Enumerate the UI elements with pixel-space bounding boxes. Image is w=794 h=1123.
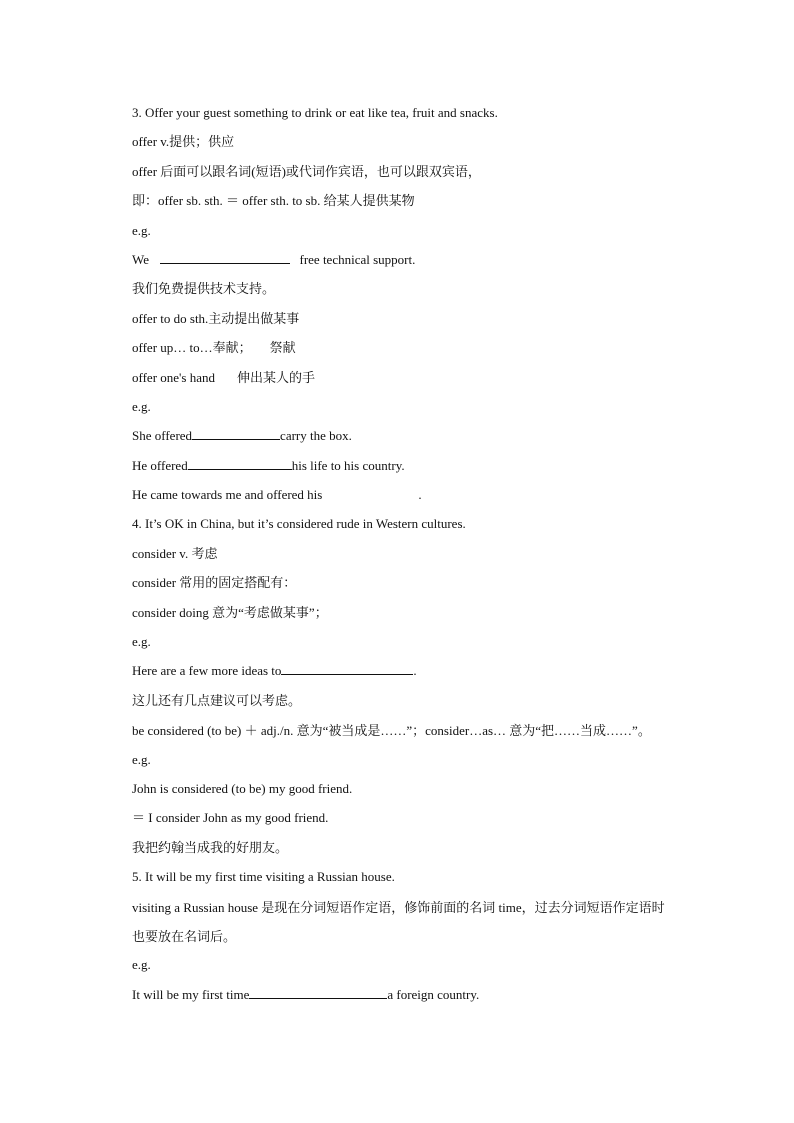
example-sentence-1: [132, 248, 692, 277]
fill-blank[interactable]: [188, 455, 292, 470]
offer-ones-hand: [132, 366, 692, 395]
example-label: e.g.: [132, 222, 151, 238]
consider-doing: consider doing 意为“考虑做某事”；: [132, 604, 328, 620]
phrase-text: offer up… to…奉献；: [132, 340, 252, 356]
point-3-heading: 3. Offer your guest something to drink or eat like tea, fruit and snacks.: [132, 105, 498, 120]
example-text: his life to his country.: [291, 457, 405, 473]
participle-note: visiting a Russian house 是现在分词短语作定语，修饰前面的名词 time，过去分词短语作定语时也要放在名词后。: [132, 899, 665, 944]
fill-blank[interactable]: [281, 660, 413, 675]
example-text: carry the box.: [280, 428, 352, 444]
offer-usage-note: offer 后面可以跟名词(短语)或代词作宾语，也可以跟双宾语，: [132, 163, 481, 179]
fill-blank[interactable]: [160, 249, 290, 264]
example-sentence-6: John is considered (to be) my good friend.: [132, 781, 353, 796]
example-text: .: [418, 487, 422, 503]
example-sentence-7: ＝ I consider John as my good friend.: [132, 810, 329, 826]
phrase-text: 伸出某人的手: [236, 369, 315, 385]
example-text: He offered: [132, 457, 188, 473]
document-body: [132, 101, 692, 1012]
example-translation-1: 我们免费提供技术支持。: [132, 281, 276, 297]
offer-up-to: [132, 336, 692, 365]
offer-definition: offer v.提供；供应: [132, 134, 235, 150]
example-text: It will be my first time: [132, 986, 250, 1002]
phrase-text: offer one's hand: [132, 369, 215, 385]
offer-to-do: offer to do sth.主动提出做某事: [132, 310, 300, 326]
example-translation-5: 这儿还有几点建议可以考虑。: [132, 692, 302, 708]
example-text: a foreign country.: [387, 986, 480, 1002]
example-text: We: [132, 251, 149, 267]
point-4-heading: 4. It’s OK in China, but it’s considered rude in Western cultures.: [132, 516, 466, 532]
example-sentence-8: [132, 983, 692, 1012]
example-sentence-4: [132, 483, 692, 512]
fill-blank[interactable]: [322, 485, 418, 499]
example-label: e.g.: [132, 634, 151, 650]
offer-double-object: 即：offer sb. sth. ＝ offer sth. to sb. 给某人提供某物: [132, 193, 415, 209]
example-sentence-5: [132, 659, 692, 688]
phrase-text: 祭献: [269, 340, 296, 356]
example-label: e.g.: [132, 957, 151, 973]
example-label: e.g.: [132, 398, 151, 414]
example-text: .: [413, 663, 417, 679]
example-translation-6: 我把约翰当成我的好朋友。: [132, 839, 289, 855]
example-text: He came towards me and offered his: [132, 487, 323, 503]
consider-definition: consider v. 考虑: [132, 545, 218, 561]
example-text: free technical support.: [299, 251, 416, 267]
fill-blank[interactable]: [249, 984, 387, 999]
fill-blank[interactable]: [192, 425, 280, 440]
be-considered-note: be considered (to be) ＋ adj./n. 意为“被当成是……”；consider…as… 意为“把……当成……”。: [132, 723, 651, 739]
consider-collocations: consider 常用的固定搭配有：: [132, 575, 297, 591]
point-5-heading: 5. It will be my first time visiting a Russian house.: [132, 869, 395, 885]
example-label: e.g.: [132, 751, 151, 767]
example-text: Here are a few more ideas to: [132, 663, 282, 679]
example-text: She offered: [132, 428, 193, 444]
example-sentence-2: [132, 424, 692, 453]
example-sentence-3: [132, 454, 692, 483]
